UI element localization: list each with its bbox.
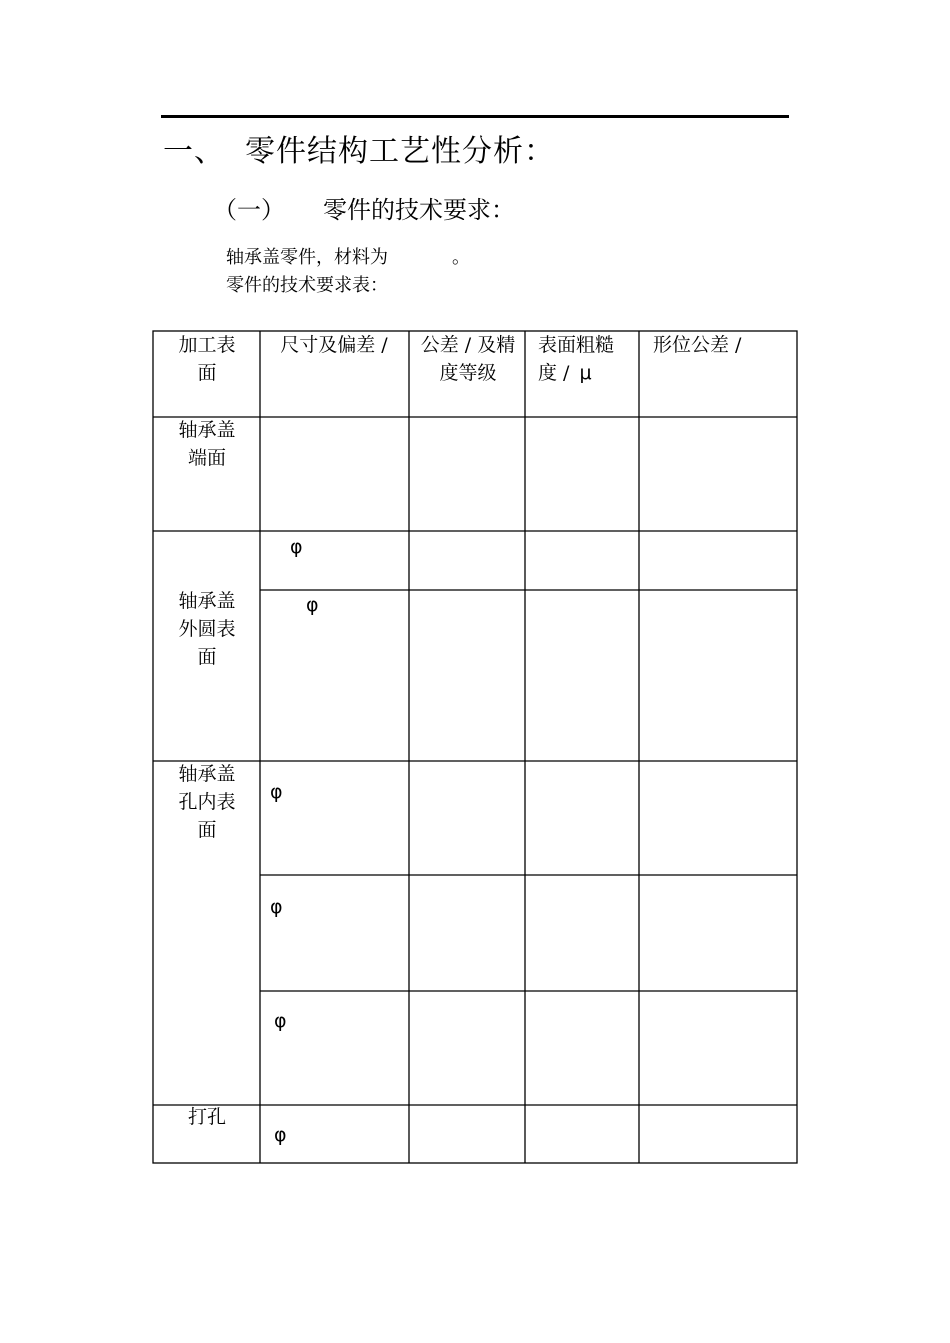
phi-symbol: φ <box>274 1010 287 1032</box>
phi-symbol: φ <box>274 1124 287 1146</box>
phi-symbol: φ <box>270 896 283 918</box>
phi-symbol: φ <box>290 536 303 558</box>
header-dimension: 尺寸及偏差 / <box>280 334 388 356</box>
table-intro-line: 零件的技术要求表： <box>226 275 388 296</box>
subsection-number: （一） <box>213 196 285 224</box>
row-label-end-face: 轴承盖端面 <box>178 419 236 469</box>
subsection-title: 零件的技术要求： <box>323 196 515 224</box>
row-label-drill: 打孔 <box>187 1106 226 1128</box>
phi-symbol: φ <box>270 781 283 803</box>
row-label-inner-hole: 轴承盖孔内表面 <box>178 763 236 841</box>
micron-symbol: μ <box>579 362 592 384</box>
material-period: 。 <box>452 247 470 268</box>
header-surface: 加工表面 <box>178 334 236 384</box>
material-text: 轴承盖零件，材料为 <box>226 247 388 268</box>
header-form: 形位公差 / <box>653 334 742 356</box>
section-title: 零件结构工艺性分析： <box>245 134 555 169</box>
header-roughness-label: 表面粗糙度 / <box>538 334 615 384</box>
row-label-outer-circle: 轴承盖外圆表面 <box>178 590 236 668</box>
header-roughness <box>538 331 630 387</box>
phi-symbol: φ <box>306 594 319 616</box>
section-number: 一、 <box>163 134 225 169</box>
header-tolerance: 公差 / 及精度等级 <box>420 334 516 384</box>
